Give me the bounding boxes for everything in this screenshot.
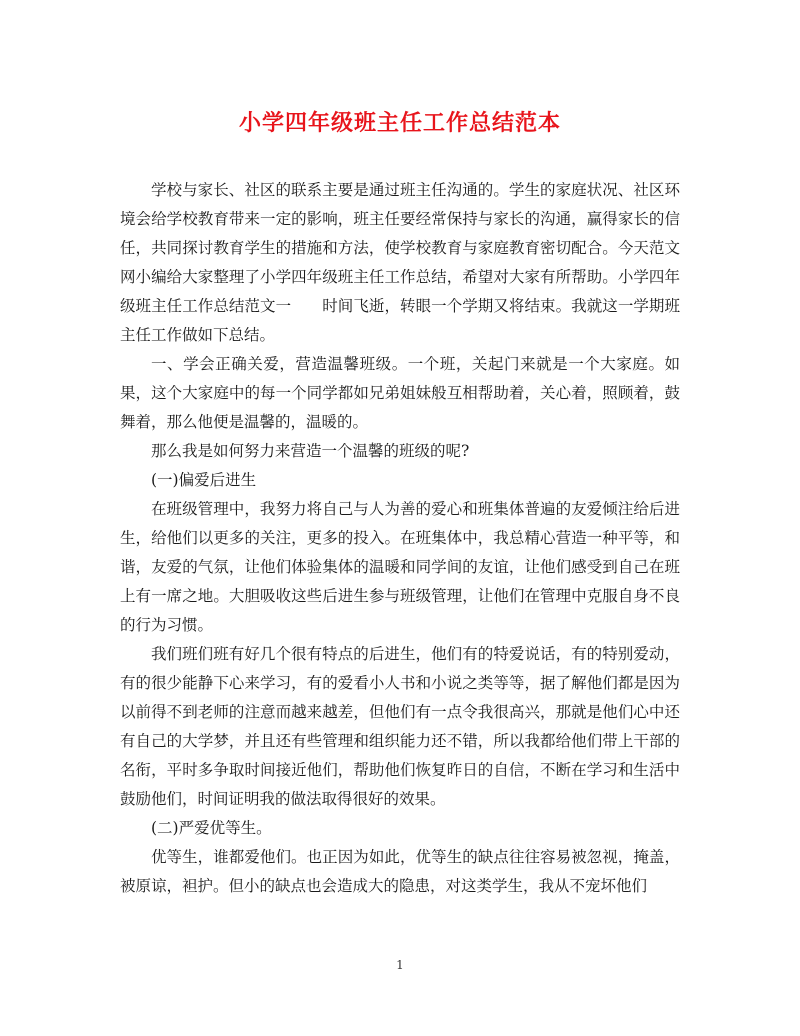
paragraph-intro: 学校与家长、社区的联系主要是通过班主任沟通的。学生的家庭状况、社区环境会给学校教育带来一定的影响，班主任要经常保持与家长的沟通，赢得家长的信任，共同探讨教育学生的措施和方法，使学校教育与家庭教育密切配合。今天范文网小编给大家整理了小学四年级班主任工作总结，希望对大家有所帮助。小学四年级班主任工作总结范文一 时间飞逝，转眼一个学期又将结束。我就这一学期班主任工作做如下总结。 xyxy=(120,181,680,344)
paragraph-underachievers: 在班级管理中，我努力将自己与人为善的爱心和班集体普遍的友爱倾注给后进生，给他们以更多的关注，更多的投入。在班集体中，我总精心营造一种平等，和谐，友爱的气氛，让他们体验集体的温暖和同学间的友谊，让他们感受到自己在班上有一席之地。大胆吸收这些后进生参与班级管理，让他们在管理中克服自身不良的行为习惯。 xyxy=(120,500,680,634)
paragraph-question: 那么我是如何努力来营造一个温馨的班级的呢? xyxy=(151,442,470,460)
paragraph-section-one: 一、学会正确关爱，营造温馨班级。一个班，关起门来就是一个大家庭。如果，这个大家庭中的每一个同学都如兄弟姐妹般互相帮助着，关心着，照顾着，鼓舞着，那么他便是温馨的，温暖的。 xyxy=(120,355,680,431)
page-number: 1 xyxy=(396,958,404,972)
document-body xyxy=(120,176,680,901)
subheading-top-students: (二)严爱优等生。 xyxy=(151,819,272,837)
document-title: 小学四年级班主任工作总结范本 xyxy=(238,110,561,136)
paragraph-class-examples: 我们班们班有好几个很有特点的后进生，他们有的特爱说话，有的特别爱动，有的很少能静下心来学习，有的爱看小人书和小说之类等等，据了解他们都是因为以前得不到老师的注意而越来越差，但他们有一点令我很高兴，那就是他们心中还有自己的大学梦，并且还有些管理和组织能力还不错，所以我都给他们带上干部的名衔，平时多争取时间接近他们，帮助他们恢复昨日的自信，不断在学习和生活中鼓励他们，时间证明我的做法取得很好的效果。 xyxy=(120,645,680,808)
subheading-underachievers: (一)偏爱后进生 xyxy=(151,471,257,489)
paragraph-top-students: 优等生，谁都爱他们。也正因为如此，优等生的缺点往往容易被忽视，掩盖，被原谅，袒护。但小的缺点也会造成大的隐患，对这类学生，我从不宠坏他们 xyxy=(120,848,680,895)
